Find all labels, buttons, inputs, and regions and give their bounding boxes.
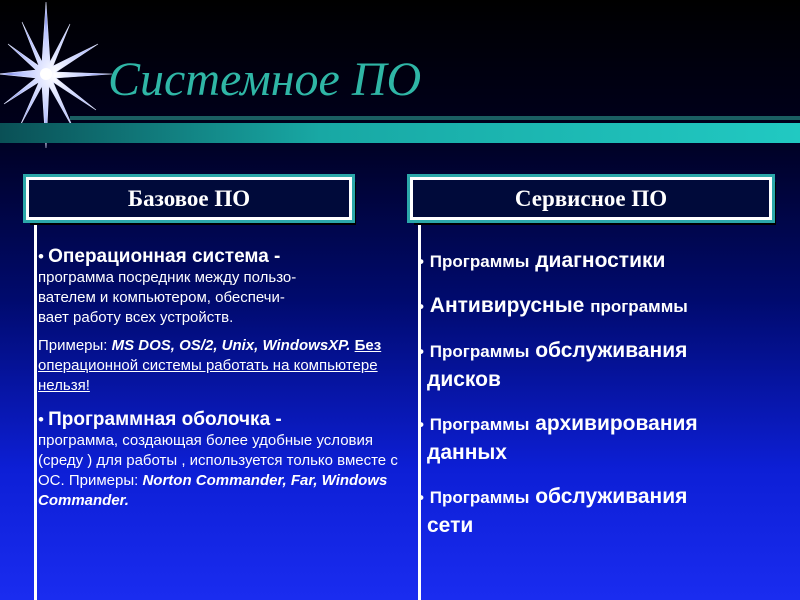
list-item-network-maintenance bbox=[418, 483, 800, 540]
service-software-column bbox=[418, 247, 800, 540]
bullet: • bbox=[418, 342, 424, 361]
service-software-label: Сервисное ПО bbox=[514, 185, 668, 211]
os-examples bbox=[38, 336, 403, 396]
page-title: Системное ПО bbox=[108, 53, 422, 106]
item-line2: сети bbox=[427, 514, 474, 537]
bullet: • bbox=[38, 410, 44, 429]
os-desc-3: вает работу всех устройств. bbox=[38, 309, 234, 326]
shell-examples-names: Norton Commander, Far, Windows Commander. bbox=[38, 472, 388, 509]
list-item-diagnostics bbox=[418, 247, 800, 276]
list-item-antivirus bbox=[418, 292, 800, 321]
item-line2: дисков bbox=[427, 368, 501, 391]
item-first-word: Программы bbox=[429, 415, 530, 434]
bullet: • bbox=[418, 415, 424, 434]
list-item-archiving bbox=[418, 410, 800, 467]
service-software-box bbox=[410, 177, 772, 220]
os-paragraph bbox=[38, 247, 403, 328]
os-note-rest: операционной системы работать на компьютере нельзя! bbox=[38, 357, 378, 394]
accent-bar bbox=[0, 123, 800, 143]
bullet: • bbox=[418, 252, 424, 271]
os-examples-names: MS DOS, OS/2, Unix, WindowsXP. bbox=[111, 337, 351, 354]
item-first-word: Программы bbox=[429, 342, 530, 361]
base-software-box bbox=[26, 177, 352, 220]
bullet: • bbox=[38, 247, 44, 266]
item-rest: диагностики bbox=[535, 249, 666, 272]
bullet: • bbox=[418, 297, 424, 316]
os-desc-1: программа посредник между пользо- bbox=[38, 269, 297, 286]
item-first-word: Программы bbox=[429, 252, 530, 271]
item-rest: архивирования bbox=[535, 412, 698, 435]
shell-heading: Программная оболочка - bbox=[48, 409, 282, 430]
shell-desc: программа, создающая более удобные условия (среду ) для работы , используется только вместе с ОС. Примеры: bbox=[38, 432, 398, 489]
item-rest: программы bbox=[590, 297, 688, 316]
os-heading: Операционная система - bbox=[48, 246, 281, 267]
base-software-column bbox=[38, 247, 403, 519]
os-examples-prefix: Примеры: bbox=[38, 337, 112, 354]
item-rest: обслуживания bbox=[535, 339, 688, 362]
item-line2: данных bbox=[427, 441, 507, 464]
os-desc-2: вателем и компьютером, обеспечи- bbox=[38, 289, 285, 306]
left-divider bbox=[34, 225, 37, 600]
bullet: • bbox=[418, 488, 424, 507]
base-software-label: Базовое ПО bbox=[127, 185, 251, 211]
list-item-disk-maintenance bbox=[418, 337, 800, 394]
os-note-bold: Без bbox=[354, 337, 382, 354]
shell-paragraph bbox=[38, 410, 403, 511]
item-first-word: Антивирусные bbox=[429, 294, 585, 317]
item-rest: обслуживания bbox=[535, 485, 688, 508]
item-first-word: Программы bbox=[429, 488, 530, 507]
title-underline bbox=[70, 116, 800, 120]
